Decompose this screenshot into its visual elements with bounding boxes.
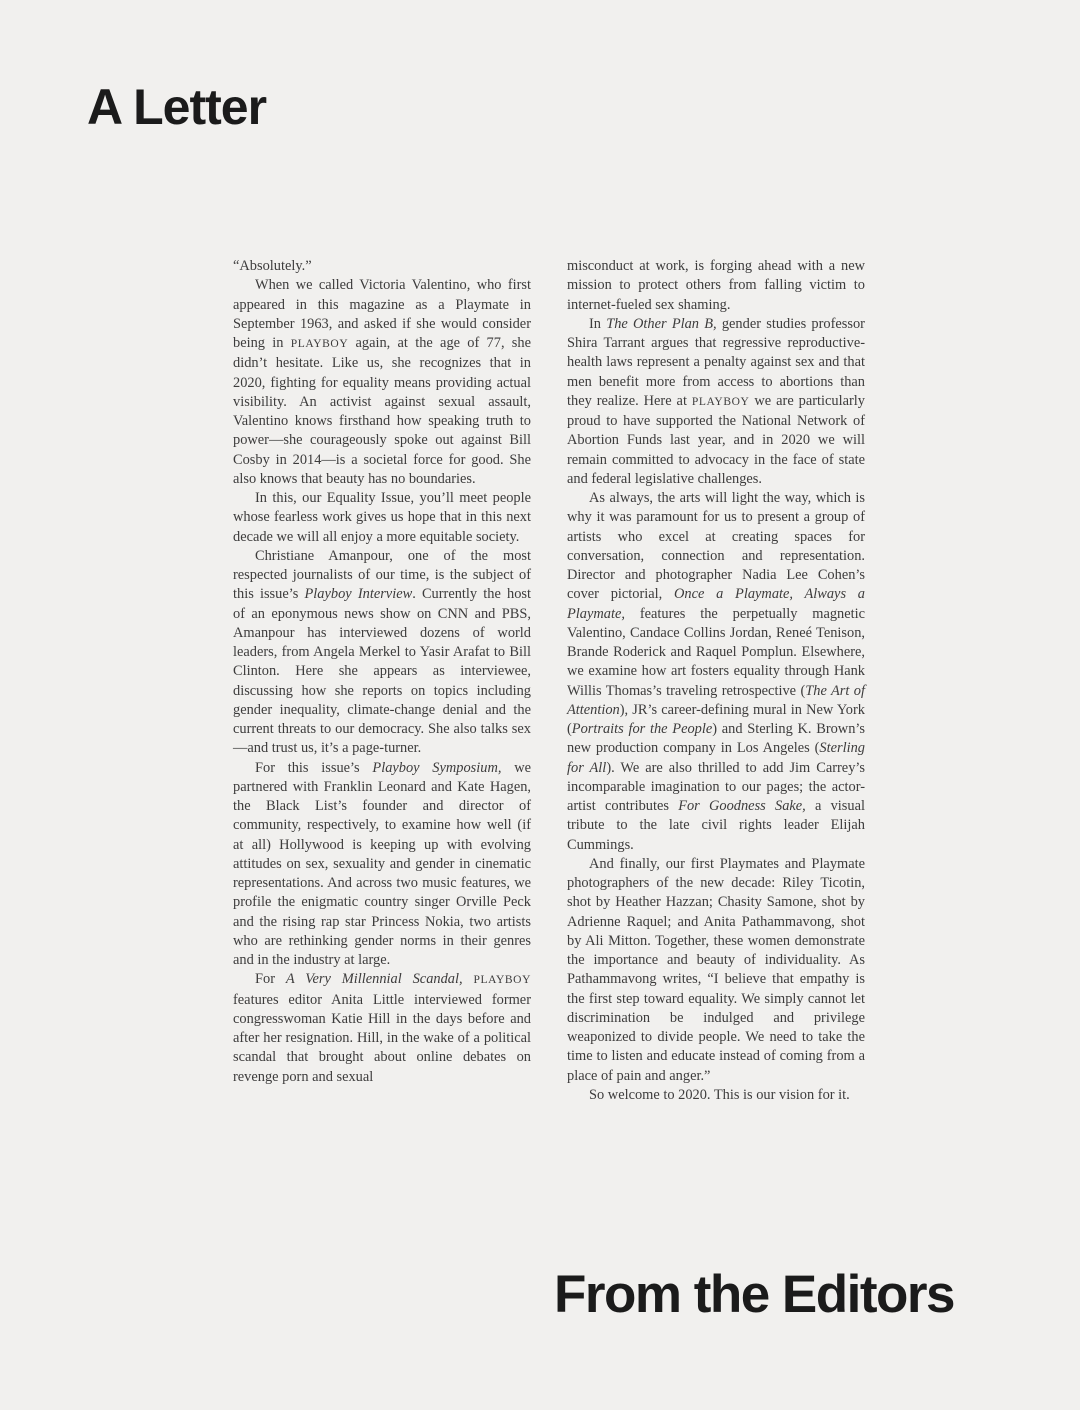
body-text-run: again, at the age of 77, she didn’t hesitate. Like us, she recognizes that in 2020, fighting for equality means providing actual visibility. An activist against sexual assault, Valentino knows firsthand how speaking truth to power—she courageously spoke out against Bill Cosby in 2014—is a societal force for good. She also knows that beauty has no boundaries. [233, 335, 531, 487]
text-column-left [233, 257, 531, 1105]
paragraph [233, 489, 531, 547]
body-text-run: “Absolutely.” [233, 258, 312, 274]
title-italic: Playboy Interview [304, 586, 413, 603]
body-text-run: So welcome to 2020. This is our vision for it. [589, 1086, 850, 1103]
title-italic: Playboy Symposium, [372, 759, 502, 776]
body-text-run: features editor Anita Little interviewed former congresswoman Katie Hill in the days before and after her resignation. Hill, in the wake of a political scandal that brought about online debates on revenge porn and sexual [233, 991, 531, 1085]
body-text-run: ). We are also thrilled to add Jim Carrey’s incomparable imagination to our pages; the actor-artist contributes [567, 759, 865, 814]
title-italic: Portraits for the People [571, 721, 713, 737]
letter-body [233, 257, 865, 1105]
title-italic: The Art of Attention [567, 682, 865, 718]
paragraph [233, 257, 531, 276]
body-text-run: gender studies professor Shira Tarrant argues that regressive reproductive-health laws represent a penalty against sex and that men benefit more from access to abortions than they realize. Here at [567, 315, 865, 409]
paragraph [567, 257, 865, 315]
body-text-run: ) and Sterling K. Brown’s new production company in Los Angeles ( [567, 721, 865, 757]
title-italic: The Other Plan B, [606, 315, 717, 332]
magazine-name-smallcaps: PLAYBOY [691, 395, 750, 408]
title-italic: Sterling for All [567, 740, 865, 776]
page-title-top: A Letter [87, 79, 267, 135]
body-text-run: For [255, 971, 286, 988]
paragraph [233, 276, 531, 489]
body-text-run: And finally, our first Playmates and Playmate photographers of the new decade: Riley Ticotin, shot by Heather Hazzan; Chasity Samone, shot by Adrienne Raquel; and Anita Pathammavong, shot by Ali Mitton. Together, these women demonstrate the importance and beauty of individuality. As Pathammavong writes, “I believe that empathy is the first step toward equality. We simply cannot let discrimination be indulged and privilege weaponized to divide people. We need to take the time to listen and educate instead of coming from a place of pain and anger.” [567, 855, 865, 1084]
body-text-run: features the perpetually magnetic Valentino, Candace Collins Jordan, Reneé Tenison, Brande Roderick and Raquel Pomplun. Elsewhere, we examine how art fosters equality through Hank Willis Thomas’s traveling retrospective ( [567, 605, 865, 699]
paragraph [233, 970, 531, 1087]
body-text-run: As always, the arts will light the way, which is why it was paramount for us to present a group of artists who excel at creating spaces for conversation, connection and representation. Director and photographer Nadia Lee Cohen’s cover pictorial, [567, 490, 865, 603]
body-text-run: . Currently the host of an eponymous news show on CNN and PBS, Amanpour has interviewed dozens of world leaders, from Angela Merkel to Yasir Arafat to Bill Clinton. Here she appears as interviewee, discussing how she reports on topics including gender inequality, climate-change denial and the current threats to our democracy. She also talks sex—and trust us, it’s a page-turner. [233, 586, 532, 757]
body-text-run [463, 971, 474, 987]
body-text-run: When we called Victoria Valentino, who first appeared in this magazine as a Playmate in September 1963, and asked if she would consider being in [233, 277, 531, 351]
title-italic: For Goodness Sake, [678, 798, 806, 814]
paragraph [233, 547, 531, 759]
paragraph [567, 489, 865, 855]
paragraph [233, 759, 531, 971]
body-text-run: a visual tribute to the late civil rights leader Elijah Cummings. [567, 798, 865, 853]
paragraph [567, 315, 865, 489]
body-text-run: we partnered with Franklin Leonard and Kate Hagen, the Black List’s founder and director of community, respectively, to examine how well (if at all) Hollywood is keeping up with evolving attitudes on sex, sexuality and gender in cinematic representations. And across two music features, we profile the enigmatic country singer Orville Peck and the rising rap star Princess Nokia, two artists who are rethinking gender norms in their genres and in the industry at large. [233, 759, 531, 968]
body-text-run: For this issue’s [255, 759, 373, 776]
magazine-name-smallcaps: PLAYBOY [290, 338, 349, 350]
body-text-run: In [589, 315, 607, 332]
title-italic: A Very Millennial Scandal, [285, 971, 463, 988]
title-italic: Once a Playmate, Always a Playmate, [567, 586, 865, 622]
body-text-run: misconduct at work, is forging ahead with a new mission to protect others from falling victim to internet-fueled sex shaming. [567, 258, 865, 313]
text-column-right [567, 257, 865, 1105]
body-text-run: In this, our Equality Issue, you’ll meet people whose fearless work gives us hope that in this next decade we will all enjoy a more equitable society. [233, 490, 531, 545]
body-text-run: Christiane Amanpour, one of the most respected journalists of our time, is the subject of this issue’s [233, 547, 531, 603]
magazine-name-smallcaps: PLAYBOY [473, 974, 531, 987]
paragraph [567, 1086, 865, 1105]
body-text-run: ), JR’s career-defining mural in New York ( [567, 701, 865, 737]
paragraph [567, 855, 865, 1086]
body-text-run: we are particularly proud to have supported the National Network of Abortion Funds last year, and in 2020 we will remain committed to advocacy in the face of state and federal legislative challenges. [567, 392, 865, 487]
page-title-bottom: From the Editors [553, 1265, 954, 1324]
